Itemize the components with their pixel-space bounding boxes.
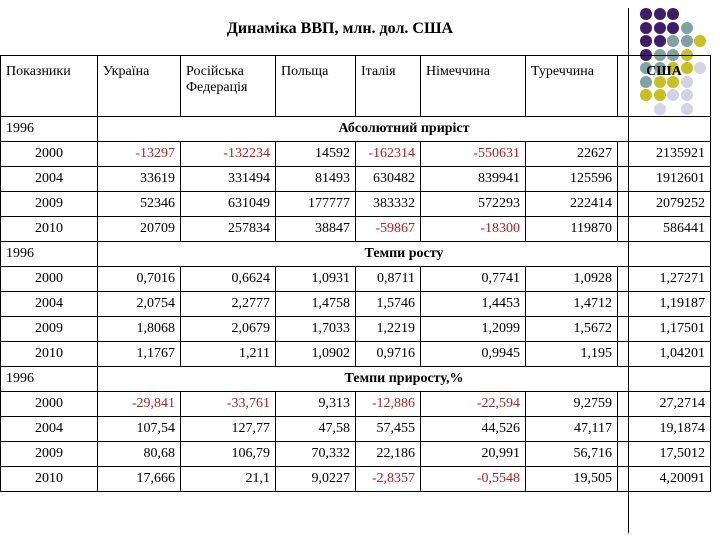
table-cell: 9,0227 xyxy=(276,467,356,492)
table-row xyxy=(1,342,711,367)
dot xyxy=(681,22,693,34)
column-header: США xyxy=(618,56,711,117)
table-cell: 2004 xyxy=(1,292,98,317)
dot xyxy=(654,8,666,20)
column-header: Російська Федерація xyxy=(181,56,276,117)
table-cell: 383332 xyxy=(356,192,421,217)
table-cell: 57,455 xyxy=(356,417,421,442)
table-cell: 1,4453 xyxy=(421,292,526,317)
column-header: Україна xyxy=(98,56,181,117)
table-cell: 2135921 xyxy=(618,142,711,167)
table-cell: 119870 xyxy=(526,217,618,242)
table-cell: 21,1 xyxy=(181,467,276,492)
table-cell: 1,211 xyxy=(181,342,276,367)
table-cell: 2009 xyxy=(1,317,98,342)
table-cell: 70,332 xyxy=(276,442,356,467)
table-cell: 0,7741 xyxy=(421,267,526,292)
table-cell: 47,117 xyxy=(526,417,618,442)
table-cell: 2,0754 xyxy=(98,292,181,317)
table-cell: 56,716 xyxy=(526,442,618,467)
table-cell: 1,0928 xyxy=(526,267,618,292)
table-row xyxy=(1,142,711,167)
table-row xyxy=(1,292,711,317)
table-cell: 2000 xyxy=(1,267,98,292)
table-cell: 586441 xyxy=(618,217,711,242)
table-cell: 106,79 xyxy=(181,442,276,467)
table-cell: 0,9716 xyxy=(356,342,421,367)
table-cell: 1912601 xyxy=(618,167,711,192)
column-header: Туреччина xyxy=(526,56,618,117)
table-cell: 1,8068 xyxy=(98,317,181,342)
table-cell: 2010 xyxy=(1,467,98,492)
table-cell: 0,7016 xyxy=(98,267,181,292)
table-cell: 0,6624 xyxy=(181,267,276,292)
dot xyxy=(654,35,666,47)
table-cell: 1,4758 xyxy=(276,292,356,317)
table-cell: 19,1874 xyxy=(618,417,711,442)
table-cell: 17,666 xyxy=(98,467,181,492)
table-row xyxy=(1,192,711,217)
table-cell: -33,761 xyxy=(181,392,276,417)
table-cell: 2004 xyxy=(1,167,98,192)
table-cell: 80,68 xyxy=(98,442,181,467)
table-cell: 33619 xyxy=(98,167,181,192)
dot xyxy=(640,8,652,20)
table-cell: 14592 xyxy=(276,142,356,167)
section-label: Абсолютний приріст xyxy=(98,117,711,142)
table-cell: 20,991 xyxy=(421,442,526,467)
header-row xyxy=(1,56,711,117)
dot xyxy=(654,22,666,34)
table-cell: 1,19187 xyxy=(618,292,711,317)
dot xyxy=(694,35,706,47)
table-cell: 1996 xyxy=(1,367,98,392)
section-row xyxy=(1,367,711,392)
column-header: Італія xyxy=(356,56,421,117)
dot xyxy=(667,22,679,34)
section-row xyxy=(1,242,711,267)
table-cell: -132234 xyxy=(181,142,276,167)
table-cell: 2079252 xyxy=(618,192,711,217)
table-cell: 19,505 xyxy=(526,467,618,492)
table-cell: -0,5548 xyxy=(421,467,526,492)
table-cell: 20709 xyxy=(98,217,181,242)
table-cell: 1,7033 xyxy=(276,317,356,342)
section-row xyxy=(1,117,711,142)
table-cell: 1,5746 xyxy=(356,292,421,317)
table-cell: 22627 xyxy=(526,142,618,167)
table-cell: 44,526 xyxy=(421,417,526,442)
table-cell: 1,4712 xyxy=(526,292,618,317)
table-cell: 52346 xyxy=(98,192,181,217)
table-cell: -2,8357 xyxy=(356,467,421,492)
section-label: Темпи приросту,% xyxy=(98,367,711,392)
page-title: Динаміка ВВП, млн. дол. США xyxy=(226,20,454,37)
table-row xyxy=(1,392,711,417)
table-cell: -550631 xyxy=(421,142,526,167)
table-cell: 2000 xyxy=(1,392,98,417)
table-cell: -18300 xyxy=(421,217,526,242)
table-row xyxy=(1,417,711,442)
table-cell: 0,9945 xyxy=(421,342,526,367)
table-cell: 4,20091 xyxy=(618,467,711,492)
table-cell: 1,2219 xyxy=(356,317,421,342)
dot xyxy=(667,35,679,47)
table-cell: 1,5672 xyxy=(526,317,618,342)
table-cell: 1,0902 xyxy=(276,342,356,367)
table-cell: 2010 xyxy=(1,217,98,242)
table-row xyxy=(1,317,711,342)
dot xyxy=(681,35,693,47)
table-cell: 2010 xyxy=(1,342,98,367)
table-cell: 257834 xyxy=(181,217,276,242)
table-cell: 1996 xyxy=(1,117,98,142)
table-cell: 38847 xyxy=(276,217,356,242)
divider xyxy=(628,8,629,533)
table-row xyxy=(1,442,711,467)
table-cell: 630482 xyxy=(356,167,421,192)
table-cell: -12,886 xyxy=(356,392,421,417)
table-cell: 1,195 xyxy=(526,342,618,367)
table-cell: 1,2099 xyxy=(421,317,526,342)
table-cell: 1,04201 xyxy=(618,342,711,367)
table-row xyxy=(1,467,711,492)
column-header: Показники xyxy=(1,56,98,117)
table-cell: 1,17501 xyxy=(618,317,711,342)
table-cell: 47,58 xyxy=(276,417,356,442)
table-cell: 127,77 xyxy=(181,417,276,442)
table-cell: 2009 xyxy=(1,442,98,467)
column-header: Німеччина xyxy=(421,56,526,117)
table-cell: -13297 xyxy=(98,142,181,167)
table-cell: 0,8711 xyxy=(356,267,421,292)
table-cell: 17,5012 xyxy=(618,442,711,467)
table-cell: 107,54 xyxy=(98,417,181,442)
table-cell: 2000 xyxy=(1,142,98,167)
table-cell: -162314 xyxy=(356,142,421,167)
table-cell: 1996 xyxy=(1,242,98,267)
section-label: Темпи росту xyxy=(98,242,711,267)
table-cell: 27,2714 xyxy=(618,392,711,417)
dot xyxy=(640,22,652,34)
table-row xyxy=(1,267,711,292)
table-cell: 177777 xyxy=(276,192,356,217)
table-cell: 9,313 xyxy=(276,392,356,417)
table-cell: 631049 xyxy=(181,192,276,217)
table-row xyxy=(1,167,711,192)
table-cell: 331494 xyxy=(181,167,276,192)
table-cell: -59867 xyxy=(356,217,421,242)
table-row xyxy=(1,217,711,242)
table-cell: 81493 xyxy=(276,167,356,192)
table-cell: -22,594 xyxy=(421,392,526,417)
dot xyxy=(667,8,679,20)
table-cell: 2,2777 xyxy=(181,292,276,317)
table-cell: 125596 xyxy=(526,167,618,192)
table-cell: -29,841 xyxy=(98,392,181,417)
table-cell: 1,27271 xyxy=(618,267,711,292)
table-cell: 2004 xyxy=(1,417,98,442)
table-cell: 222414 xyxy=(526,192,618,217)
table-cell: 2,0679 xyxy=(181,317,276,342)
table-cell: 2009 xyxy=(1,192,98,217)
column-header: Польща xyxy=(276,56,356,117)
table-cell: 22,186 xyxy=(356,442,421,467)
table-cell: 1,1767 xyxy=(98,342,181,367)
table-cell: 1,0931 xyxy=(276,267,356,292)
table-cell: 839941 xyxy=(421,167,526,192)
gdp-table xyxy=(0,55,711,492)
table-cell: 572293 xyxy=(421,192,526,217)
table-cell: 9,2759 xyxy=(526,392,618,417)
dot xyxy=(640,35,652,47)
